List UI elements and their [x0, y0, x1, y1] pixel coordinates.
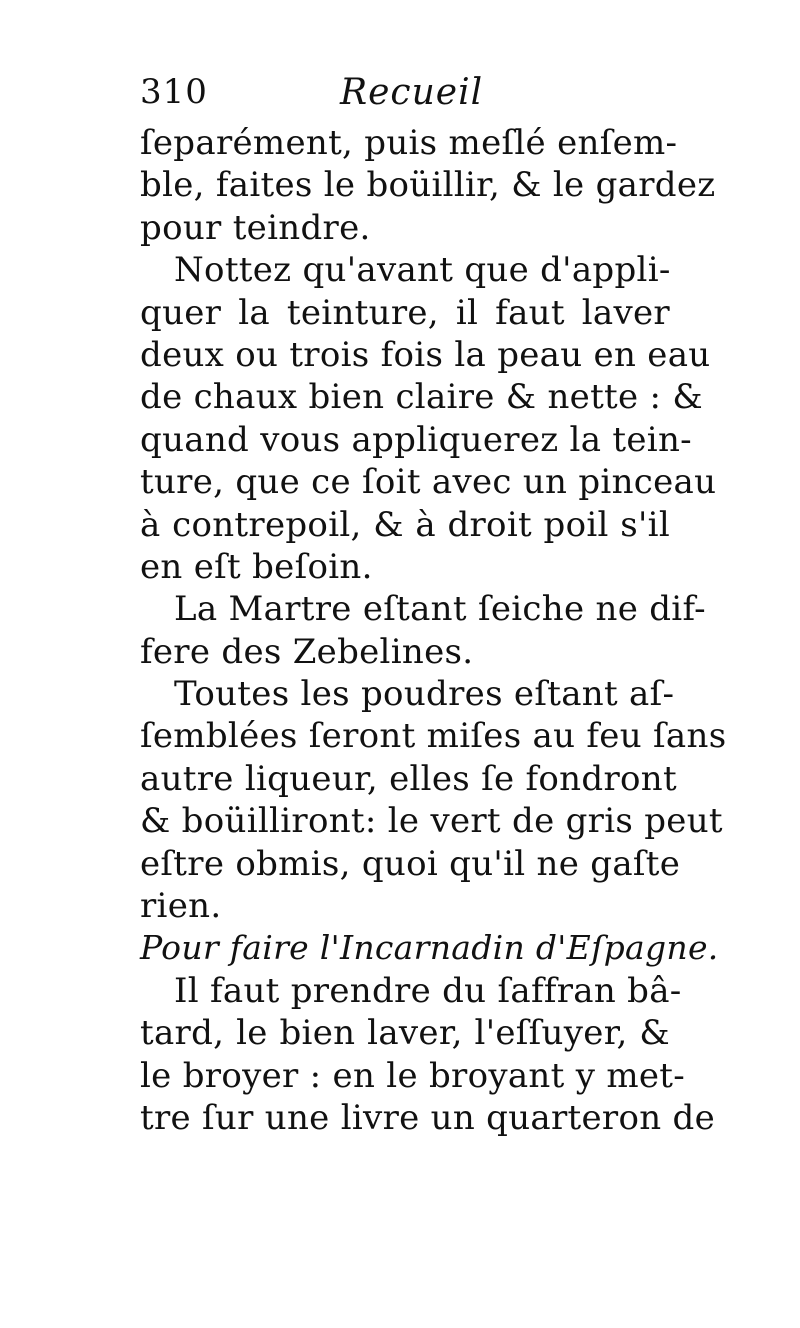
text-line: de chaux bien claire & nette : & — [140, 377, 703, 418]
text-line: tard, le bien laver, l'eſſuyer, & — [140, 1013, 670, 1054]
text-line: quand vous appliquerez la tein- — [140, 419, 692, 460]
text-line: rien. — [140, 886, 222, 927]
text-line: ſemblées ſeront miſes au feu ſans — [140, 716, 727, 757]
text-line: en eſt beſoin. — [140, 546, 373, 587]
text-line: le broyer : en le broyant y met- — [140, 1055, 686, 1096]
text-line: autre liqueur, elles ſe fondront — [140, 758, 677, 799]
page-header — [140, 72, 660, 122]
text-line: fere des Zebelines. — [140, 631, 474, 672]
text-line: Nottez qu'avant que d'appli- — [174, 250, 671, 291]
text-line: Il faut prendre du ſaffran bâ- — [174, 970, 682, 1011]
running-head: Recueil — [340, 72, 484, 113]
section-heading: Pour faire l'Incarnadin d'Eſpagne. — [140, 928, 719, 968]
text-line: ſeparément, puis meſlé enſem- — [140, 123, 678, 163]
text-line: La Martre eſtant ſeiche ne dif- — [174, 589, 706, 630]
text-line: à contrepoil, & à droit poil s'il — [140, 504, 670, 545]
text-line: Toutes les poudres eſtant aſ- — [174, 674, 675, 715]
text-line: tre ſur une livre un quarteron de — [140, 1097, 716, 1138]
text-line: eſtre obmis, quoi qu'il ne gaſte — [140, 843, 681, 884]
text-line: pour teindre. — [140, 207, 371, 248]
text-line: deux ou trois fois la peau en eau — [140, 334, 711, 375]
body-text — [140, 122, 727, 1139]
text-line: & boüilliront: le vert de gris peut — [140, 801, 723, 842]
page-number: 310 — [140, 72, 208, 112]
text-line: ture, que ce ſoit avec un pinceau — [140, 462, 717, 503]
text-line: ble, faites le boüillir, & le gardez — [140, 165, 716, 206]
text-line: quer la teinture, il faut laver — [140, 292, 670, 333]
